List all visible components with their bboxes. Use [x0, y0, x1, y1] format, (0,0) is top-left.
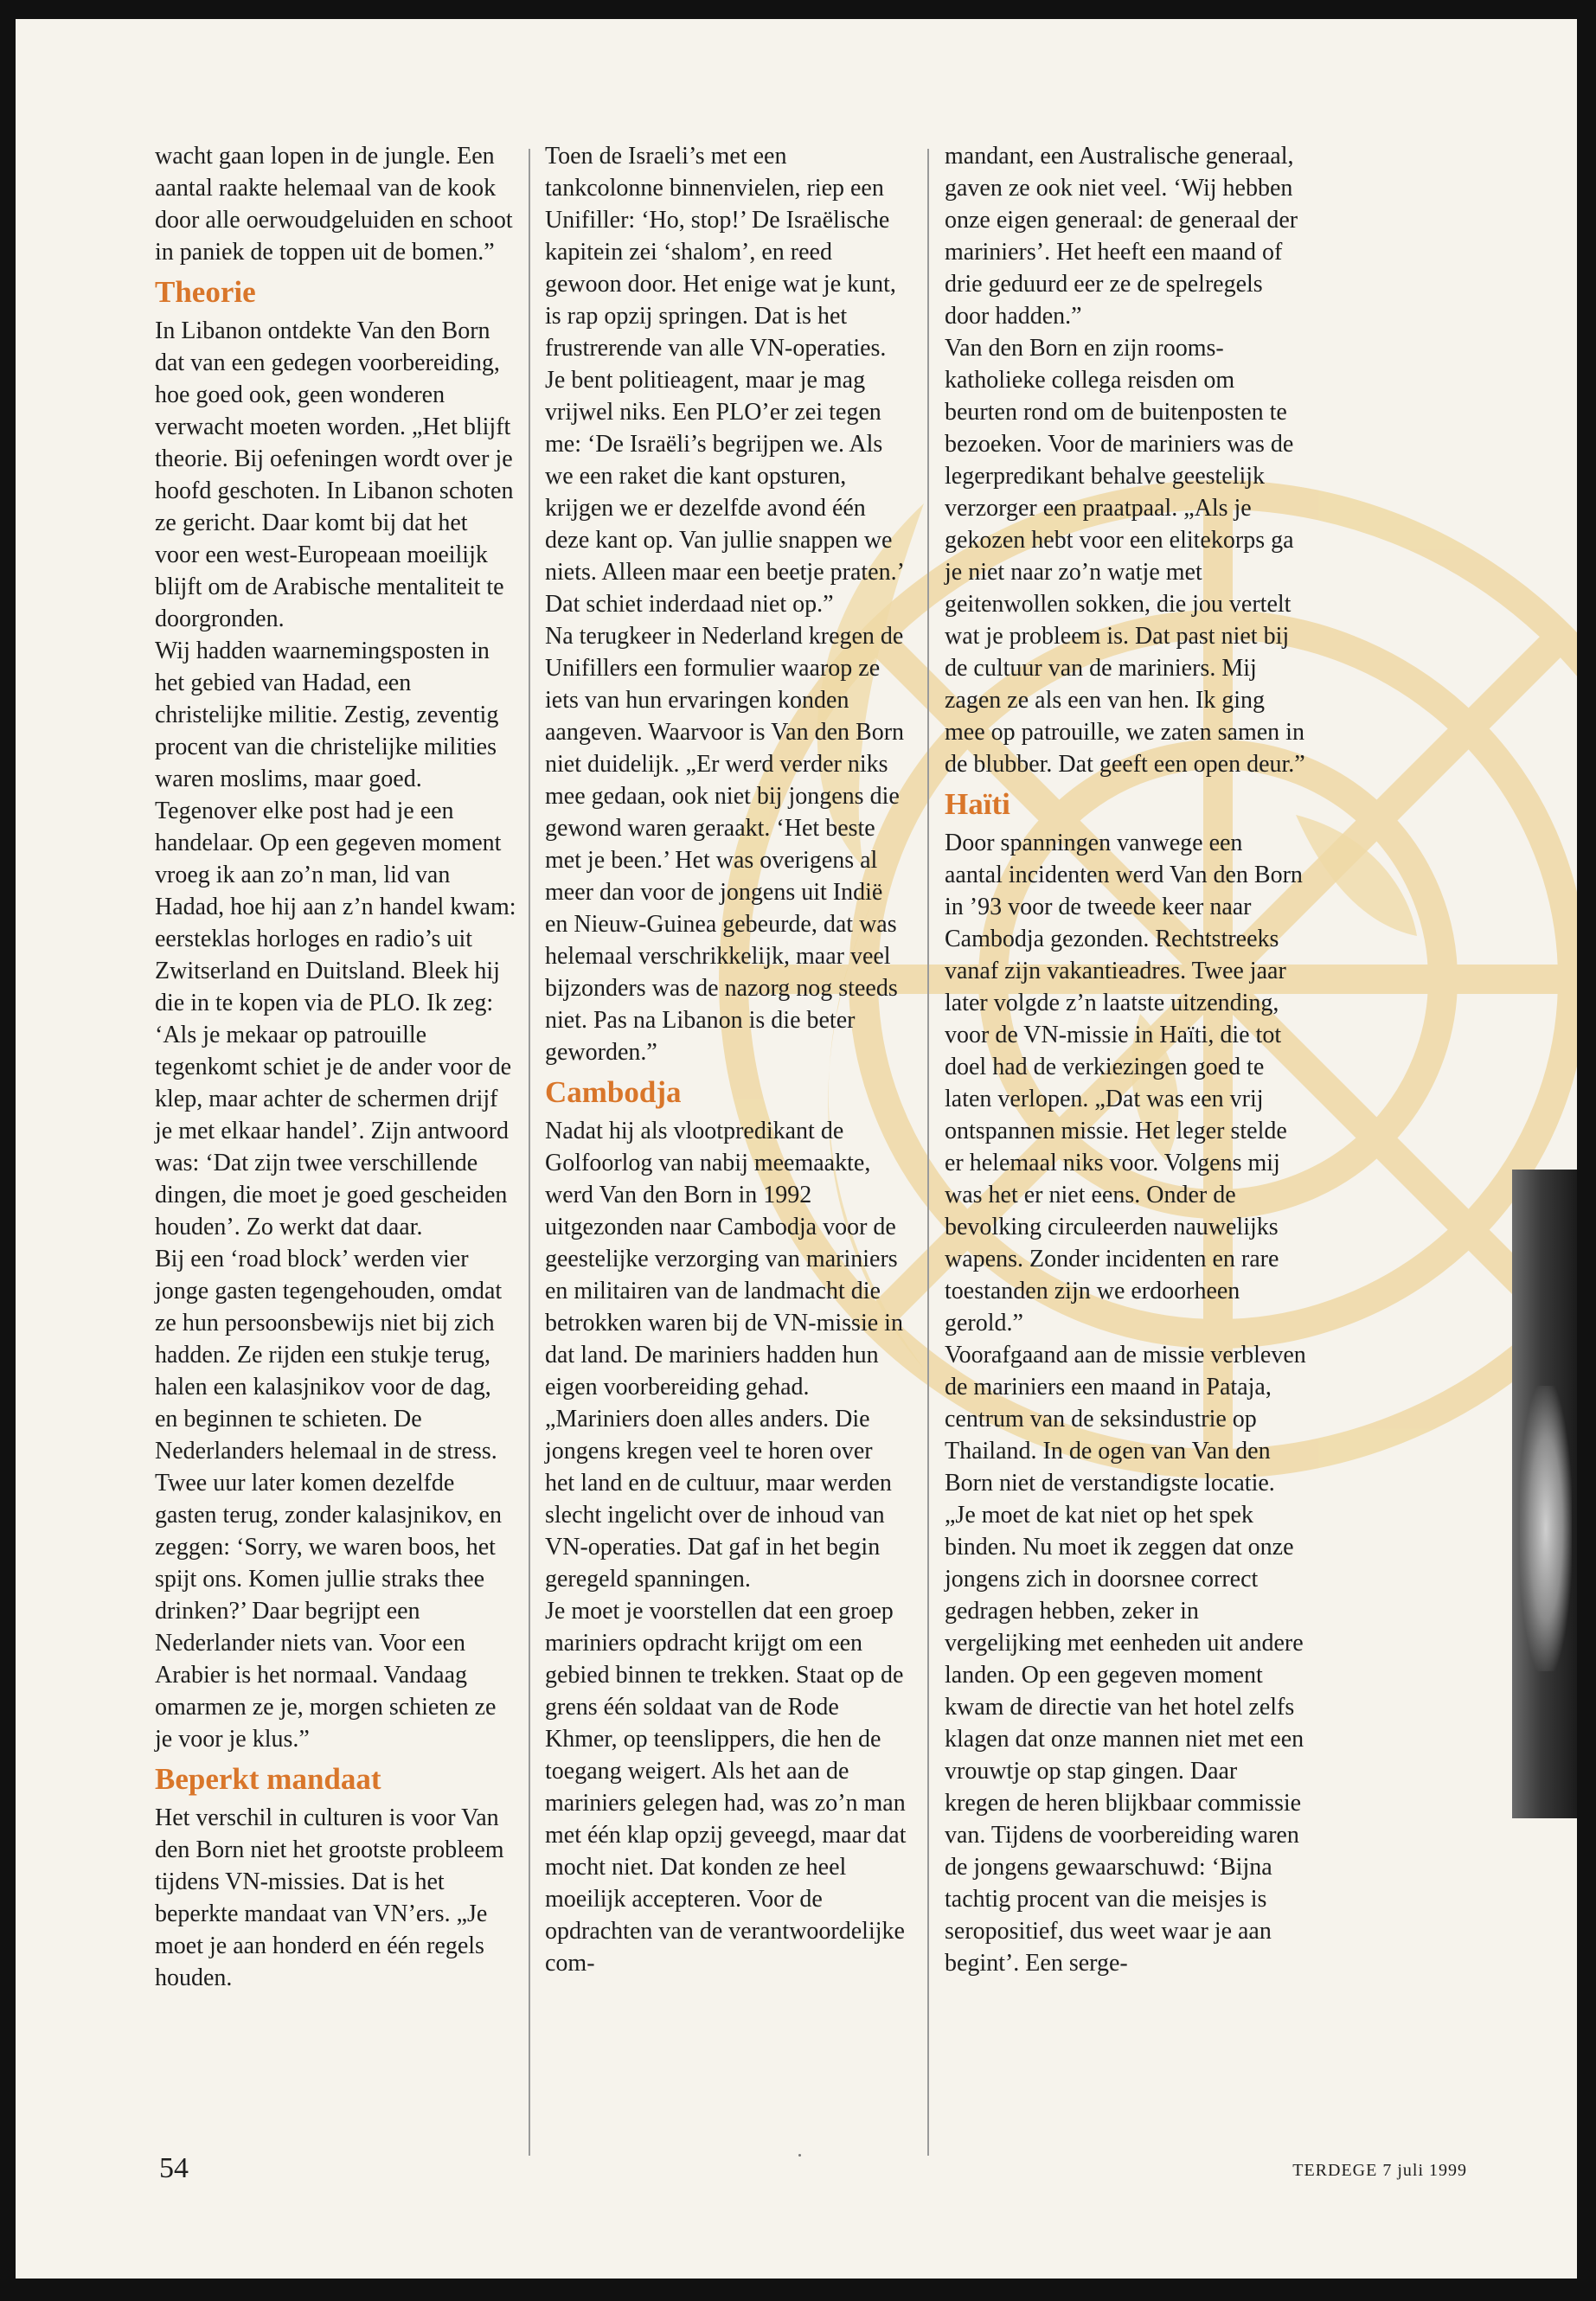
section-heading-cambodja: Cambodja	[545, 1075, 682, 1109]
section-heading-theorie: Theorie	[155, 275, 256, 309]
text-column-1	[155, 140, 516, 1994]
photo-highlight	[1520, 1386, 1572, 1671]
paragraph: In Libanon ontdekte Van den Born dat van een gedegen voorbereiding, hoe goed ook, geen wonderen verwacht moeten worden. „Het blijft theorie. Bij oefeningen wordt over je hoofd geschoten. In Libanon schoten ze gericht. Daar komt bij dat het voor een west-Europeaan moeilijk blijft om de Arabische mentaliteit te doorgronden.	[155, 317, 514, 632]
section-heading-beperkt-mandaat: Beperkt mandaat	[155, 1762, 381, 1796]
paragraph: Het verschil in culturen is voor Van den Born niet het grootste probleem tijdens VN-missies. Dat is het beperkte mandaat van VN’ers. „Je moet je aan honderd en één regels houden.	[155, 1804, 504, 1991]
paragraph: Toen de Israeli’s met een tankcolonne binnenvielen, riep een Unifiller: ‘Ho, stop!’ De Israëlische kapitein zei ‘shalom’, en reed gewoon door. Het enige wat je kunt, is rap opzij springen. Dat is het frustrerende van alle VN-operaties. Je bent politieagent, maar je mag vrijwel niks. Een PLO’er zei tegen me: ‘De Israëli’s begrijpen we. Als we een raket die kant opsturen, krijgen we er dezelfde avond één deze kant op. Van jullie snappen we niets. Alleen maar een beetje praten.’ Dat schiet inderdaad niet op.”	[545, 143, 903, 618]
paragraph: Na terugkeer in Nederland kregen de Unifillers een formulier waarop ze iets van hun ervaringen konden aangeven. Waarvoor is Van den Born niet duidelijk. „Er werd verder niks mee gedaan, ook niet bij jongens die gewond waren geraakt. ‘Het beste met je been.’ Het was overigens al meer dan voor de jongens uit Indië en Nieuw-Guinea gebeurde, dat was helemaal verschrikkelijk, maar veel bijzonders was de nazorg nog steeds niet. Pas na Libanon is die beter geworden.”	[545, 623, 905, 1066]
paragraph: Nadat hij als vlootpredikant de Golfoorlog van nabij meemaakte, werd Van den Born in 1992 uitgezonden naar Cambodja voor de geestelijke verzorging van mariniers en militairen van de landmacht die betrokken waren bij de VN-missie in dat land. De mariniers hadden hun eigen voorbereiding gehad. „Mariniers doen alles anders. Die jongens kregen veel te horen over het land en de cultuur, maar werden slecht ingelicht over de inhoud van VN-operaties. Dat gaf in het begin geregeld spanningen.	[545, 1118, 903, 1593]
center-dot	[798, 2154, 801, 2157]
paragraph: mandant, een Australische generaal, gaven ze ook niet veel. ‘Wij hebben onze eigen generaal: de generaal der mariniers’. Het heeft een maand of drie geduurd eer ze de spelregels door hadden.”	[945, 143, 1298, 330]
text-column-3	[945, 140, 1306, 1979]
paragraph: Bij een ‘road block’ werden vier jonge gasten tegengehouden, omdat ze hun persoonsbewijs niet bij zich hadden. Ze rijden een stukje terug, halen een kalasjnikov voor de dag, en beginnen te schieten. De Nederlanders helemaal in de stress. Twee uur later komen dezelfde gasten terug, zonder kalasjnikov, en zeggen: ‘Sorry, we waren boos, het spijt ons. Komen jullie straks thee drinken?’ Daar begrijpt een Nederlander niets van. Voor een Arabier is het normaal. Vandaag omarmen ze je, morgen schieten ze je voor je klus.”	[155, 1246, 503, 1753]
paragraph: Voorafgaand aan de missie verbleven de mariniers een maand in Pataja, centrum van de seksindustrie op Thailand. In de ogen van Van den Born niet de verstandigste locatie. „Je moet de kat niet op het spek binden. Nu moet ik zeggen dat onze jongens zich in doorsnee correct gedragen hebben, zeker in vergelijking met eenheden uit andere landen. Op een gegeven moment kwam de directie van het hotel zelfs klagen dat onze mannen niet met een vrouwtje op stap gingen. Daar kregen de heren blijkbaar commissie van. Tijdens de voorbereiding waren de jongens gewaarschuwd: ‘Bijna tachtig procent van die meisjes is seropositief, dus weet waar je aan begint’. Een serge-	[945, 1342, 1306, 1977]
paragraph: Door spanningen vanwege een aantal incidenten werd Van den Born in ’93 voor de tweede keer naar Cambodja gezonden. Rechtstreeks vanaf zijn vakantieadres. Twee jaar later volgde z’n laatste uitzending, voor de VN-missie in Haïti, die tot doel had de verkiezingen goed te laten verlopen. „Dat was een vrij ontspannen missie. Het leger stelde er helemaal niks voor. Volgens mij was het er niet eens. Onder de bevolking circuleerden nauwelijks wapens. Zonder incidenten en rare toestanden zijn we erdoorheen gerold.”	[945, 830, 1303, 1336]
page-number: 54	[159, 2152, 189, 2184]
column-divider-2	[927, 149, 929, 2156]
text-column-2	[545, 140, 907, 1979]
column-divider-1	[529, 149, 530, 2156]
photo-edge-fragment	[1512, 1170, 1577, 1818]
paragraph: wacht gaan lopen in de jungle. Een aantal raakte helemaal van de kook door alle oerwoudgeluiden en schoot in paniek de toppen uit de bomen.”	[155, 143, 513, 266]
running-footer: TERDEGE 7 juli 1999	[1292, 2161, 1467, 2180]
section-heading-haiti: Haïti	[945, 787, 1010, 821]
magazine-page	[16, 19, 1577, 2279]
paragraph: Wij hadden waarnemingsposten in het gebied van Hadad, een christelijke militie. Zestig, zeventig procent van die christelijke milities waren moslims, maar goed. Tegenover elke post had je een handelaar. Op een gegeven moment vroeg ik aan zo’n man, lid van Hadad, hoe hij aan z’n handel kwam: eersteklas horloges en radio’s uit Zwitserland en Duitsland. Bleek hij die in te kopen via de PLO. Ik zeg: ‘Als je mekaar op patrouille tegenkomt schiet je de ander voor de klep, maar achter de schermen drijf je met elkaar handel’. Zijn antwoord was: ‘Dat zijn twee verschillende dingen, die moet je goed gescheiden houden’. Zo werkt dat daar.	[155, 638, 516, 1240]
paragraph: Van den Born en zijn rooms-katholieke collega reisden om beurten rond om de buitenposten te bezoeken. Voor de mariniers was de legerpredikant behalve geestelijk verzorger een praatpaal. „Als je gekozen hebt voor een elitekorps ga je niet naar zo’n watje met geitenwollen sokken, die jou vertelt wat je probleem is. Dat past niet bij de cultuur van de mariniers. Mij zagen ze als een van hen. Ik ging mee op patrouille, we zaten samen in de blubber. Dat geeft een open deur.”	[945, 335, 1305, 778]
paragraph: Je moet je voorstellen dat een groep mariniers opdracht krijgt om een gebied binnen te trekken. Staat op de grens één soldaat van de Rode Khmer, op teenslippers, die hen de toegang weigert. Als het aan de mariniers gelegen had, was zo’n man met één klap opzij geveegd, maar dat mocht niet. Dat konden ze heel moeilijk accepteren. Voor de opdrachten van de verantwoordelijke com-	[545, 1598, 907, 1977]
